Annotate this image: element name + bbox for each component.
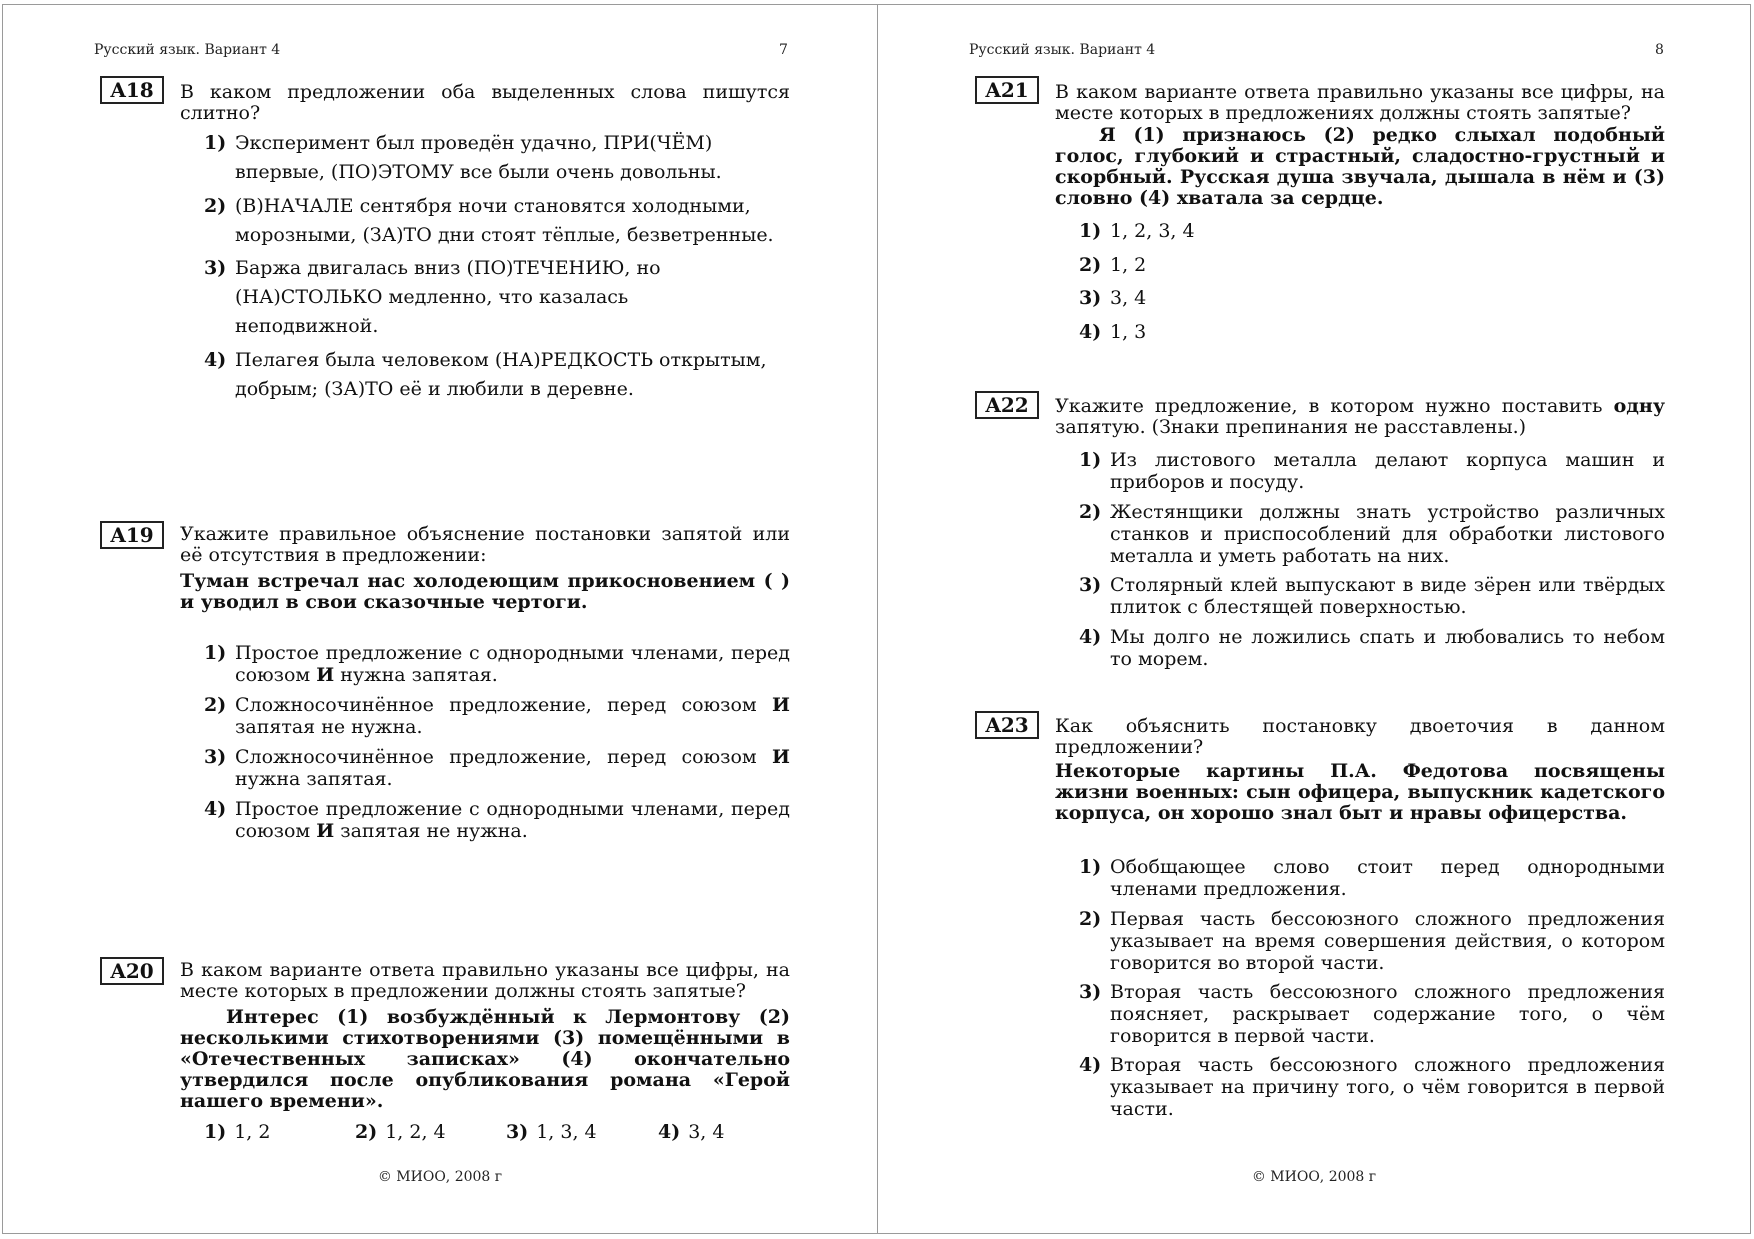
question-text: Укажите предложение, в котором нужно поставить одну запятую. (Знаки препинания не расставлены.)	[1055, 395, 1665, 438]
answer-option[interactable]: 3) Сложносочинённое предложение, перед союзом И нужна запятая.	[204, 746, 790, 790]
question-label: A23	[975, 711, 1039, 739]
question-label: A18	[100, 76, 164, 104]
left-page	[2, 4, 878, 1234]
answer-option[interactable]: 4) Простое предложение с однородными членами, перед союзом И запятая не нужна.	[204, 798, 790, 842]
question-stem: Туман встречал нас холодеющим прикосновением ( ) и уводил в свои сказочные чертоги.	[180, 570, 790, 613]
page-number: 8	[1655, 42, 1664, 58]
answer-option[interactable]: 1) Из листового металла делают корпуса машин и приборов и посуду.	[1079, 449, 1665, 493]
answer-option[interactable]: 1) Простое предложение с однородными членами, перед союзом И нужна запятая.	[204, 642, 790, 686]
page-footer: © МИОО, 2008 г	[377, 1169, 503, 1185]
question-text: В каком варианте ответа правильно указаны все цифры, на месте которых в предложении должны стоять запятые?	[180, 959, 790, 1002]
page-number: 7	[779, 42, 788, 58]
answer-option[interactable]: 2) Жестянщики должны знать устройство различных станков и приспособлений для обработки листового металла и уметь работать на них.	[1079, 501, 1665, 567]
question-text: Как объяснить постановку двоеточия в данном предложении?	[1055, 715, 1665, 758]
question-label: A20	[100, 957, 164, 985]
page-header-title: Русский язык. Вариант 4	[969, 42, 1156, 58]
answer-option[interactable]: 3) Столярный клей выпускают в виде зёрен или твёрдых плиток с блестящей поверхностью.	[1079, 574, 1665, 618]
answer-option[interactable]: 4) 1, 3	[1079, 321, 1147, 343]
question-label: A21	[975, 76, 1039, 104]
answer-option[interactable]: 3) 1, 3, 4	[506, 1121, 597, 1143]
question-text: В каком предложении оба выделенных слова пишутся слитно?	[180, 81, 790, 124]
answer-option[interactable]: 3) 3, 4	[1079, 287, 1147, 309]
answer-option[interactable]: 2) 1, 2	[1079, 254, 1147, 276]
answer-option[interactable]: 2) 1, 2, 4	[355, 1121, 446, 1143]
answer-option[interactable]: 2) Первая часть бессоюзного сложного предложения указывает на время совершения действия, о котором говорится во второй части.	[1079, 908, 1665, 974]
question-text: Укажите правильное объяснение постановки запятой или её отсутствия в предложении:	[180, 523, 790, 566]
answer-option[interactable]: 4) Пелагея была человеком (НА)РЕДКОСТЬ открытым, добрым; (ЗА)ТО её и любили в деревне.	[204, 349, 767, 400]
question-text: В каком варианте ответа правильно указаны все цифры, на месте которых в предложениях должны стоять запятые?	[1055, 81, 1665, 124]
question-stem: Некоторые картины П.А. Федотова посвящены жизни военных: сын офицера, выпускник кадетского корпуса, он хорошо знал быт и нравы офицерства.	[1055, 760, 1665, 824]
answer-option[interactable]: 1) Эксперимент был проведён удачно, ПРИ(ЧЁМ) впервые, (ПО)ЭТОМУ все были очень довольны.	[204, 132, 722, 183]
answer-option[interactable]: 3) Баржа двигалась вниз (ПО)ТЕЧЕНИЮ, но (НА)СТОЛЬКО медленно, что казалась неподвижной.	[204, 257, 661, 337]
answer-option[interactable]: 4) 3, 4	[658, 1121, 725, 1143]
page-footer: © МИОО, 2008 г	[1251, 1169, 1377, 1185]
answer-option[interactable]: 4) Мы долго не ложились спать и любовались то небом то морем.	[1079, 626, 1665, 670]
answer-option[interactable]: 1) 1, 2, 3, 4	[1079, 220, 1195, 242]
question-label: A19	[100, 521, 164, 549]
right-page	[877, 4, 1751, 1234]
question-stem: Я (1) признаюсь (2) редко слыхал подобный голос, глубокий и страстный, сладостно-грустный и скорбный. Русская душа звучала, дышала в нём и (3) словно (4) хватала за сердце.	[1055, 124, 1665, 209]
answer-option[interactable]: 4) Вторая часть бессоюзного сложного предложения указывает на причину того, о чём говорится в первой части.	[1079, 1054, 1665, 1120]
question-stem: Интерес (1) возбуждённый к Лермонтову (2) несколькими стихотворениями (3) помещёнными в «Отечественных записках» (4) окончательно утвердился после опубликования романа «Герой нашего времени».	[180, 1006, 790, 1112]
page-header-title: Русский язык. Вариант 4	[94, 42, 281, 58]
answer-option[interactable]: 3) Вторая часть бессоюзного сложного предложения поясняет, раскрывает содержание того, о чём говорится в первой части.	[1079, 981, 1665, 1047]
answer-option[interactable]: 2) Сложносочинённое предложение, перед союзом И запятая не нужна.	[204, 694, 790, 738]
answer-option[interactable]: 1) 1, 2	[204, 1121, 271, 1143]
answer-option[interactable]: 1) Обобщающее слово стоит перед однородными членами предложения.	[1079, 856, 1665, 900]
answer-option[interactable]: 2) (В)НАЧАЛЕ сентября ночи становятся холодными, морозными, (ЗА)ТО дни стоят тёплые, безветренные.	[204, 195, 774, 246]
question-label: A22	[975, 391, 1039, 419]
